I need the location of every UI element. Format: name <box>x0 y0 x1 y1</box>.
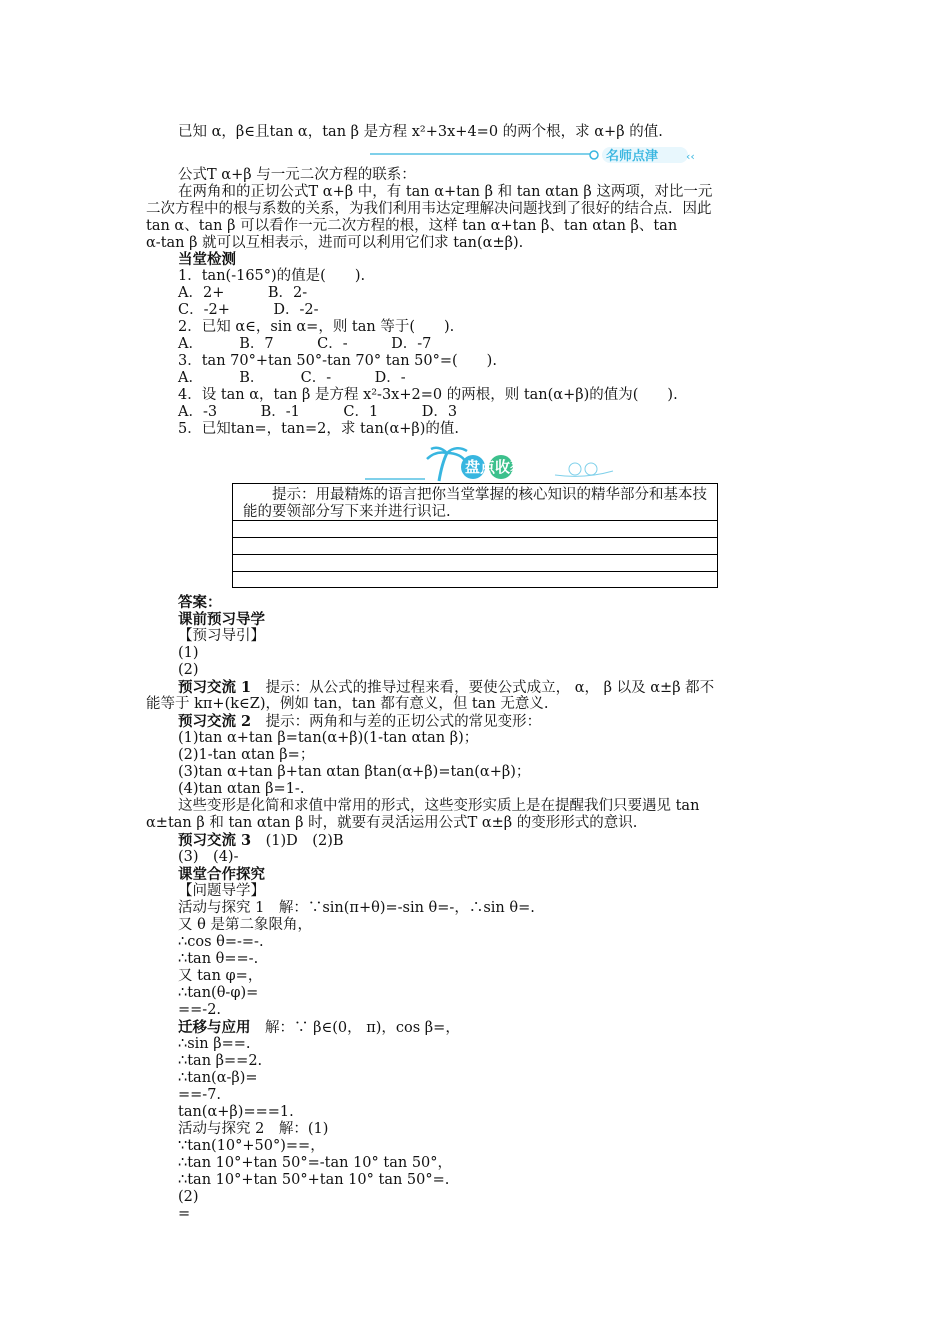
answer-line: = <box>178 1206 191 1222</box>
option-line: A．2+ B．2- <box>178 285 308 301</box>
banner-divider <box>365 478 425 480</box>
answer-line <box>178 832 344 850</box>
question-line: 3．tan 70°+tan 50°-tan 70° tan 50°=( ). <box>178 353 497 369</box>
answer-line <box>178 713 541 731</box>
formula-line: 二次方程中的根与系数的关系，为我们利用韦达定理解决问题找到了很好的结合点．因此 <box>146 201 712 217</box>
answer-line: ∴tan θ==-. <box>178 951 259 967</box>
answer-line: (4)tan αtan β=1-. <box>178 781 305 797</box>
problem-text: 已知 α，β∈且tan α，tan β 是方程 x²+3x+4=0 的两个根，求 α+β 的值. <box>178 124 663 140</box>
subsection-title: 【预习导引】 <box>178 628 265 644</box>
notes-line <box>233 520 717 521</box>
classroom-check-heading: 当堂检测 <box>178 251 236 268</box>
answer-line: ∴tan β==2. <box>178 1053 263 1069</box>
answer-line: ∴tan 10°+tan 50°+tan 10° tan 50°=. <box>178 1172 450 1188</box>
question-line: 4．设 tan α，tan β 是方程 x²-3x+2=0 的两根，则 tan(α+β)的值为( ). <box>178 387 678 403</box>
formula-line: 在两角和的正切公式T α+β 中，有 tan α+tan β 和 tan αtan β 这两项，对比一元 <box>178 184 713 200</box>
answer-line: (2) <box>178 1189 199 1205</box>
question-line: 2．已知 α∈，sin α=，则 tan 等于( ). <box>178 319 455 335</box>
answer-line: ==-7. <box>178 1087 222 1103</box>
subsection-title: 【问题导学】 <box>178 883 265 899</box>
exercise-label: 预习交流 2 <box>178 713 252 730</box>
pandian-logo <box>425 445 615 485</box>
mingshi-logo <box>588 144 698 166</box>
notes-line <box>233 537 717 538</box>
notes-line <box>233 571 717 572</box>
answer-line: 活动与探究 2 解：(1) <box>178 1121 329 1137</box>
answer-line: ∴tan(θ-φ)= <box>178 985 259 1001</box>
answer-line: (2) <box>178 662 199 678</box>
option-line: A． B． C．- D．- <box>178 370 406 386</box>
answers-heading: 答案： <box>178 594 222 611</box>
exercise-text: (1)D (2)B <box>251 833 344 849</box>
answer-line: α±tan β 和 tan αtan β 时，就要有灵活运用公式T α±β 的变形形式的意识. <box>146 815 638 831</box>
svg-text:‹‹: ‹‹ <box>686 150 695 163</box>
exercise-label: 预习交流 3 <box>178 832 252 849</box>
question-line: 1．tan(-165°)的值是( ). <box>178 268 366 284</box>
exercise-text: 提示：从公式的推导过程来看，要使公式成立， α， β 以及 α±β 都不 <box>251 680 715 696</box>
pandian-logo-text: 盘点收获 <box>465 458 526 476</box>
exercise-label: 预习交流 1 <box>178 679 252 696</box>
answer-line: 这些变形是化简和求值中常用的形式，这些变形实质上是在提醒我们只要遇见 tan <box>178 798 700 814</box>
answer-line: 能等于 kπ+(k∈Z)，例如 tan，tan 都有意义，但 tan 无意义. <box>146 696 549 712</box>
formula-line: α-tan β 就可以互相表示，进而可以利用它们求 tan(α±β). <box>146 235 524 251</box>
answer-line: (2)1-tan αtan β=； <box>178 747 315 763</box>
exercise-label: 迁移与应用 <box>178 1019 251 1036</box>
answer-line: 又 tan φ=， <box>178 968 263 984</box>
answer-line: (1) <box>178 645 199 661</box>
answer-line: (3) (4)- <box>178 849 239 865</box>
formula-heading: 公式T α+β 与一元二次方程的联系： <box>178 167 416 183</box>
option-line: A． B．7 C．- D．-7 <box>178 336 432 352</box>
answer-line: (3)tan α+tan β+tan αtan βtan(α+β)=tan(α+β)； <box>178 764 531 780</box>
question-line: 5．已知tan=，tan=2，求 tan(α+β)的值. <box>178 421 460 437</box>
answer-line: ∴tan(α-β)= <box>178 1070 258 1086</box>
answer-line: 又 θ 是第二象限角， <box>178 917 312 933</box>
answer-line <box>178 679 714 697</box>
answer-line: ∵tan(10°+50°)==， <box>178 1138 325 1154</box>
notes-hint: 提示：用最精炼的语言把你当堂掌握的核心知识的精华部分和基本技能的要领部分写下来并进行识记. <box>243 487 707 520</box>
banner-divider <box>370 153 590 155</box>
section-title: 课堂合作探究 <box>178 866 265 883</box>
section-title: 课前预习导学 <box>178 611 265 628</box>
answer-line: ∴tan 10°+tan 50°=-tan 10° tan 50°， <box>178 1155 453 1171</box>
exercise-text: 提示：两角和与差的正切公式的常见变形： <box>251 714 542 730</box>
answer-line <box>178 1019 460 1037</box>
mingshi-logo-text: 名师点津 <box>606 149 659 164</box>
answer-line: tan(α+β)===1. <box>178 1104 294 1120</box>
answer-line: ==-2. <box>178 1002 222 1018</box>
answer-line: ∴sin β==. <box>178 1036 251 1052</box>
notes-box <box>232 483 718 588</box>
exercise-text: 解：∵ β∈(0， π)，cos β=， <box>250 1020 460 1036</box>
answer-line: 活动与探究 1 解：∵sin(π+θ)=-sin θ=-，∴sin θ=. <box>178 900 535 916</box>
answer-line: (1)tan α+tan β=tan(α+β)(1-tan αtan β)； <box>178 730 479 746</box>
option-line: A．-3 B．-1 C．1 D．3 <box>178 404 458 420</box>
answer-line: ∴cos θ=-=-. <box>178 934 264 950</box>
option-line: C．-2+ D．-2- <box>178 302 319 318</box>
formula-line: tan α、tan β 可以看作一元二次方程的根，这样 tan α+tan β、tan αtan β、tan <box>146 218 678 234</box>
notes-line <box>233 554 717 555</box>
